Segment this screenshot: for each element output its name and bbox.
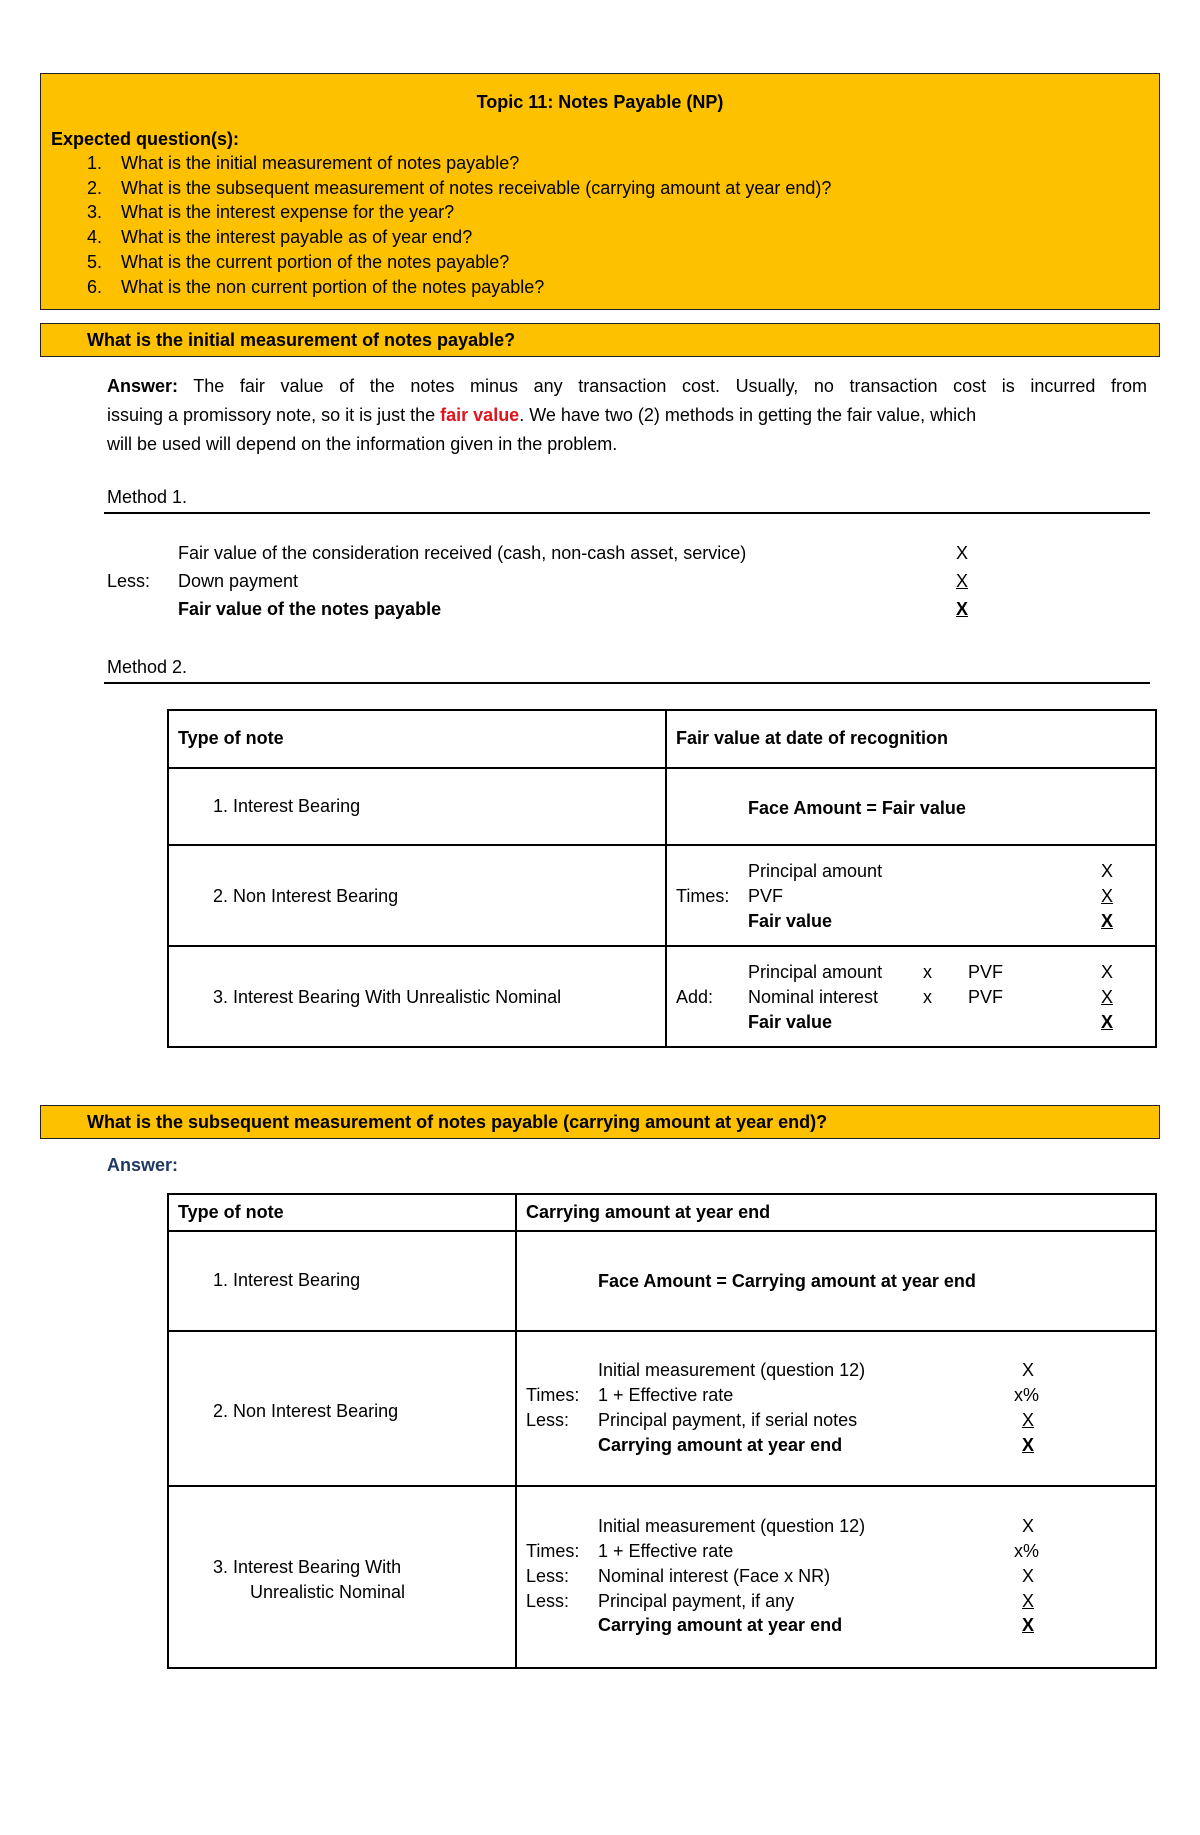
answer-line-1: Answer: The fair value of the notes minus any transaction cost. Usually, no transaction cost is incurred from: [107, 376, 1147, 396]
answer-line-3: will be used will depend on the information given in the problem.: [107, 434, 618, 454]
answer-line-2: issuing a promissory note, so it is just the fair value. We have two (2) methods in getting the fair value, which: [107, 405, 977, 425]
table-cell: Initial measurement (question 12) X Times: 1 + Effective rate x% Less: Nominal interest (Face x NR) X Less: Principal payment, if any X Carrying amount at year end X: [516, 1486, 1156, 1668]
question-item: 1. What is the initial measurement of notes payable?: [87, 153, 520, 173]
method2-table: [167, 709, 1157, 1048]
table-row: [168, 1194, 1156, 1231]
method1-title: Method 1.: [107, 487, 188, 507]
table-cell: Initial measurement (question 12) X Times: 1 + Effective rate x% Less: Principal payment, if serial notes X Carrying amount at year end X: [516, 1331, 1156, 1486]
carrying-amount-table: [167, 1193, 1157, 1669]
method2-title: Method 2.: [107, 657, 188, 677]
section2-heading-box: [40, 1105, 1160, 1139]
method1-line1-label: Fair value of the consideration received (cash, non-cash asset, service): [178, 543, 747, 563]
table-cell: Face Amount = Carrying amount at year end: [516, 1231, 1156, 1331]
expected-label: Expected question(s):: [51, 129, 240, 149]
method1-divider: [104, 512, 1150, 514]
table-header-cell: Carrying amount at year end: [516, 1194, 1156, 1231]
table-cell: 1. Interest Bearing: [168, 768, 666, 845]
table-cell: 3. Interest Bearing With Unrealistic Nominal: [168, 1486, 516, 1668]
table-row: [168, 946, 1156, 1047]
table-cell: 3. Interest Bearing With Unrealistic Nominal: [168, 946, 666, 1047]
section1-heading: What is the initial measurement of notes payable?: [87, 330, 516, 350]
method1-line2-label: Down payment: [178, 571, 299, 591]
question-item: 3. What is the interest expense for the year?: [87, 202, 455, 222]
section2-answer-label: Answer:: [107, 1155, 179, 1175]
table-row: [168, 1486, 1156, 1668]
table-cell: Principal amount X Times: PVF X Fair value X: [666, 845, 1156, 946]
method1-less-prefix: Less:: [107, 571, 151, 591]
table-row: [168, 845, 1156, 946]
table-cell: 2. Non Interest Bearing: [168, 845, 666, 946]
method1-line3-label: Fair value of the notes payable: [178, 599, 442, 619]
method1-line2-value: X: [956, 571, 969, 591]
question-item: 5. What is the current portion of the notes payable?: [87, 252, 510, 272]
table-cell: Face Amount = Fair value: [666, 768, 1156, 845]
fair-value-highlight: fair value: [440, 405, 520, 425]
table-cell: 1. Interest Bearing: [168, 1231, 516, 1331]
section1-answer: [107, 372, 1147, 459]
method1-line1-value: X: [956, 543, 969, 563]
table-cell: 2. Non Interest Bearing: [168, 1331, 516, 1486]
table-header-cell: Fair value at date of recognition: [666, 710, 1156, 768]
question-item: 6. What is the non current portion of the notes payable?: [87, 277, 545, 297]
table-row: [168, 1231, 1156, 1331]
topic-box: [40, 73, 1160, 310]
question-item: 4. What is the interest payable as of year end?: [87, 227, 473, 247]
table-row: [168, 768, 1156, 845]
question-item: 2. What is the subsequent measurement of notes receivable (carrying amount at year end)?: [87, 178, 832, 198]
table-row: [168, 710, 1156, 768]
table-header-cell: Type of note: [168, 1194, 516, 1231]
method1-line3-value: X: [956, 599, 969, 619]
section1-heading-box: [40, 323, 1160, 357]
section2-heading: What is the subsequent measurement of notes payable (carrying amount at year end)?: [87, 1112, 828, 1132]
table-cell: Principal amount x PVF X Add: Nominal interest x PVF X Fair value X: [666, 946, 1156, 1047]
table-header-cell: Type of note: [168, 710, 666, 768]
table-row: [168, 1331, 1156, 1486]
method2-divider: [104, 682, 1150, 684]
topic-title: Topic 11: Notes Payable (NP): [476, 92, 724, 112]
